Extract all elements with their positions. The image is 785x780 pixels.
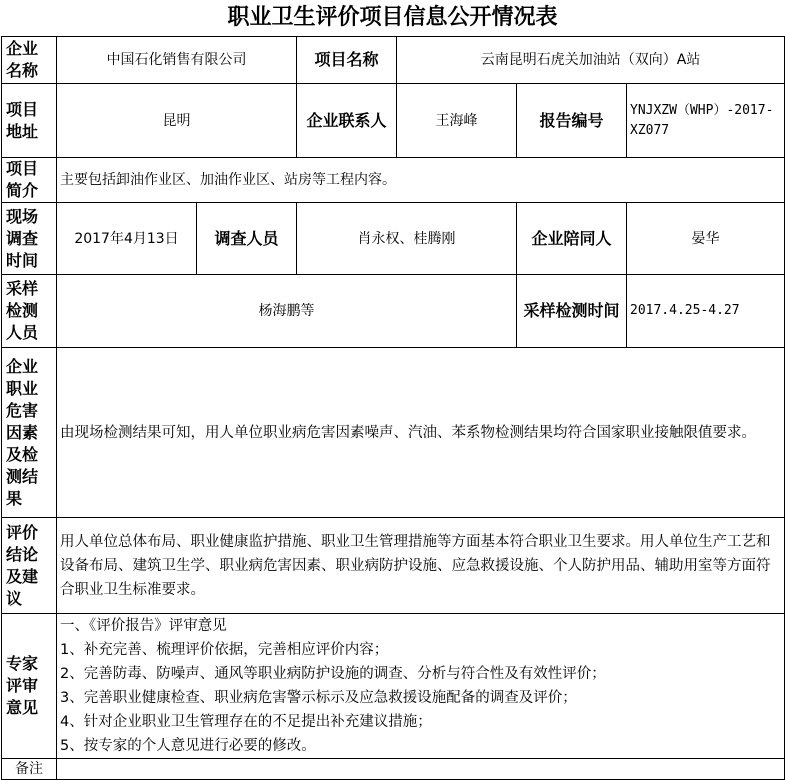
- row-expert-opinion: [2, 614, 785, 759]
- label-expert-opinion: 专家评审意见: [2, 614, 57, 759]
- row-summary: [2, 158, 785, 203]
- row-sampling: [2, 275, 785, 348]
- expert-opinion-line: 3、完善职业健康检查、职业病危害警示标示及应急救援设施配备的调查及评价；: [60, 690, 577, 706]
- expert-opinion-line: 2、完善防毒、防噪声、通风等职业病防护设施的调查、分析与符合性及有效性评价；: [60, 666, 606, 682]
- label-contact-person: 企业联系人: [297, 84, 397, 158]
- row-address: [2, 84, 785, 158]
- value-accompanying: 晏华: [627, 203, 785, 275]
- value-contact-person: 王海峰: [397, 84, 517, 158]
- value-project-name: 云南昆明石虎关加油站（双向）A站: [397, 37, 785, 84]
- label-report-no: 报告编号: [517, 84, 627, 158]
- expert-opinion-line: 4、针对企业职业卫生管理存在的不足提出补充建议措施；: [60, 714, 432, 730]
- label-remarks: 备注: [2, 759, 57, 780]
- expert-opinion-line: 5、按专家的个人意见进行必要的修改。: [60, 738, 316, 754]
- label-conclusion: 评价结论及建议: [2, 518, 57, 614]
- value-company-name: 中国石化销售有限公司: [57, 37, 297, 84]
- value-sampling-staff: 杨海鹏等: [57, 275, 517, 348]
- label-accompanying: 企业陪同人: [517, 203, 627, 275]
- value-conclusion: 用人单位总体布局、职业健康监护措施、职业卫生管理措施等方面基本符合职业卫生要求。用人单位生产工艺和设备布局、建筑卫生学、职业病危害因素、职业病防护设施、应急救援设施、个人防护用品、辅助用室等方面符合职业卫生标准要求。: [57, 518, 785, 614]
- label-sampling-time: 采样检测时间: [517, 275, 627, 348]
- row-remarks: [2, 759, 785, 780]
- expert-opinion-line: 1、补充完善、梳理评价依据，完善相应评价内容；: [60, 642, 389, 658]
- row-survey: [2, 203, 785, 275]
- label-project-summary: 项目简介: [2, 158, 57, 203]
- value-project-summary: 主要包括卸油作业区、加油作业区、站房等工程内容。: [57, 158, 785, 203]
- row-hazards: [2, 348, 785, 518]
- label-project-name: 项目名称: [297, 37, 397, 84]
- label-surveyors: 调查人员: [197, 203, 297, 275]
- label-hazards-results: 企业职业危害因素及检测结果: [2, 348, 57, 518]
- row-company: [2, 37, 785, 84]
- value-report-no: YNJXZW（WHP）-2017-XZ077: [627, 84, 785, 158]
- value-expert-opinion: [57, 614, 785, 759]
- page-title: 职业卫生评价项目信息公开情况表: [227, 5, 558, 30]
- value-remarks: [57, 759, 785, 780]
- value-project-address: 昆明: [57, 84, 297, 158]
- label-project-address: 项目地址: [2, 84, 57, 158]
- label-survey-time: 现场调查时间: [2, 203, 57, 275]
- label-company-name: 企业名称: [2, 37, 57, 84]
- label-sampling-staff: 采样检测人员: [2, 275, 57, 348]
- row-conclusion: [2, 518, 785, 614]
- expert-opinion-line: 一、《评价报告》评审意见: [60, 618, 227, 634]
- value-sampling-time: 2017.4.25-4.27: [627, 275, 785, 348]
- value-surveyors: 肖永权、桂腾刚: [297, 203, 517, 275]
- value-survey-time: 2017年4月13日: [57, 203, 197, 275]
- info-table: [1, 36, 785, 780]
- value-hazards-results: 由现场检测结果可知，用人单位职业病危害因素噪声、汽油、苯系物检测结果均符合国家职业接触限值要求。: [57, 348, 785, 518]
